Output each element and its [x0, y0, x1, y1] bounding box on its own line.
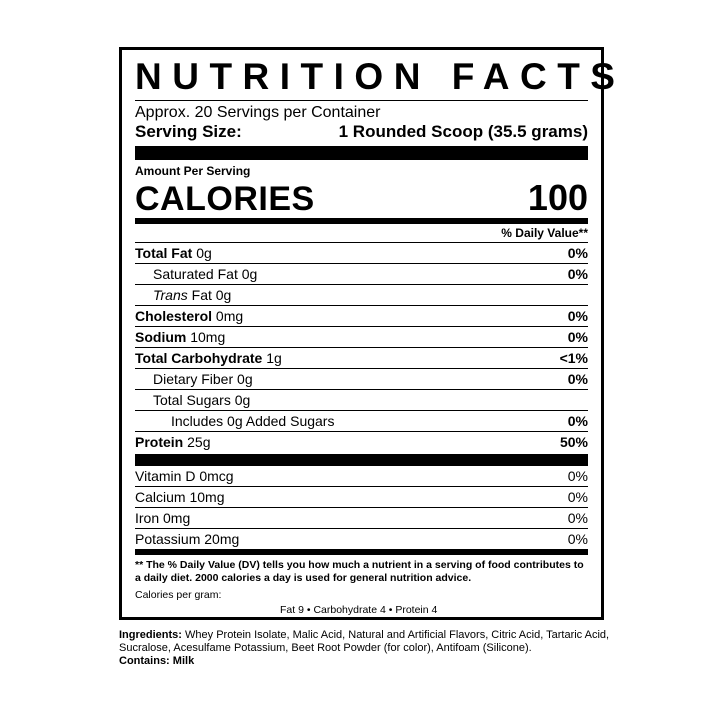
nutrient-amount: 0g [241, 266, 258, 282]
nutrient-dv: 50% [559, 434, 588, 450]
vitamin-row [135, 507, 588, 528]
calories-per-gram: Fat 9 • Carbohydrate 4 • Protein 4 [280, 604, 438, 616]
vitamin-text: Calcium 10mg [135, 489, 225, 505]
serving-size [135, 122, 588, 142]
calories-row [135, 178, 588, 218]
vitamin-dv: 0% [567, 531, 588, 547]
nutrient-amount: 0g [196, 245, 212, 261]
nutrient-row-added-sugars [135, 410, 588, 431]
vitamin-text: Vitamin D 0mcg [135, 468, 234, 484]
daily-value-header: % Daily Value** [501, 226, 588, 240]
nutrient-dv: 0% [567, 413, 588, 429]
vitamin-row [135, 528, 588, 549]
nutrient-amount: 10mg [190, 329, 226, 345]
vitamin-dv: 0% [567, 468, 588, 484]
divider-medium [135, 549, 588, 555]
ingredients-label: Ingredients: [119, 629, 182, 641]
nutrient-row-sodium [135, 326, 588, 347]
nutrient-dv: 0% [567, 308, 588, 324]
nutrient-row-protein [135, 431, 588, 452]
nutrient-row-total-fat [135, 242, 588, 263]
contains-label: Contains: [119, 655, 170, 667]
daily-value-footnote: ** The % Daily Value (DV) tells you how much a nutrient in a serving of food contributes to a daily diet. 2000 calories a day is used for general nutrition advice. [135, 559, 584, 584]
nutrient-name: Total Carbohydrate [135, 350, 263, 366]
servings-per-container: Approx. 20 Servings per Container [135, 104, 381, 121]
nutrient-name: Dietary Fiber [153, 371, 234, 387]
calories-value: 100 [527, 177, 588, 218]
contains-value: Milk [172, 655, 195, 667]
panel-title: NUTRITION FACTS [135, 56, 626, 97]
nutrient-name: Includes [171, 413, 224, 429]
divider-thick [135, 454, 588, 466]
nutrient-name: Trans [153, 287, 188, 303]
nutrient-dv: 0% [567, 245, 588, 261]
nutrient-amount: 0mg [215, 308, 244, 324]
nutrient-amount: 0g Added Sugars [227, 413, 335, 429]
nutrient-row-saturated-fat [135, 263, 588, 284]
ingredients-block [119, 629, 619, 668]
nutrient-dv: <1% [559, 350, 588, 366]
nutrient-name: Sodium [135, 329, 187, 345]
nutrient-amount: 25g [187, 434, 211, 450]
nutrient-name: Protein [135, 434, 184, 450]
nutrient-row-cholesterol [135, 305, 588, 326]
calories-label: CALORIES [135, 180, 315, 218]
vitamin-dv: 0% [567, 489, 588, 505]
nutrient-name: Total Sugars [153, 392, 231, 408]
serving-size-label: Serving Size: [135, 122, 242, 141]
vitamin-text: Potassium 20mg [135, 531, 240, 547]
nutrient-row-dietary-fiber [135, 368, 588, 389]
vitamin-dv: 0% [567, 510, 588, 526]
nutrient-name: Cholesterol [135, 308, 213, 324]
nutrient-name: Saturated Fat [153, 266, 238, 282]
nutrient-amount: 0g [237, 371, 253, 387]
nutrient-name: Total Fat [135, 245, 193, 261]
ingredients-text: Whey Protein Isolate, Malic Acid, Natural and Artificial Flavors, Citric Acid, Tartaric Acid, Sucralose, Acesulfame Potassium, Beet Root Powder (for color), Antifoam (Silicone). [119, 629, 610, 654]
nutrient-amount: Fat 0g [191, 287, 232, 303]
vitamin-row [135, 486, 588, 507]
vitamin-row [135, 466, 588, 486]
nutrient-row-total-sugars [135, 389, 588, 410]
nutrition-facts-panel [119, 47, 626, 620]
serving-size-value: 1 Rounded Scoop (35.5 grams) [338, 122, 588, 141]
nutrient-dv: 0% [567, 266, 588, 282]
vitamin-text: Iron 0mg [135, 510, 191, 526]
amount-per-serving: Amount Per Serving [135, 164, 251, 178]
nutrient-dv: 0% [567, 329, 588, 345]
nutrient-dv: 0% [567, 371, 588, 387]
nutrient-row-total-carbohydrate [135, 347, 588, 368]
nutrient-row-trans-fat [135, 284, 588, 305]
nutrient-amount: 1g [266, 350, 282, 366]
calories-per-gram-label: Calories per gram: [135, 589, 222, 601]
divider-thick [135, 146, 588, 160]
nutrient-amount: 0g [234, 392, 251, 408]
